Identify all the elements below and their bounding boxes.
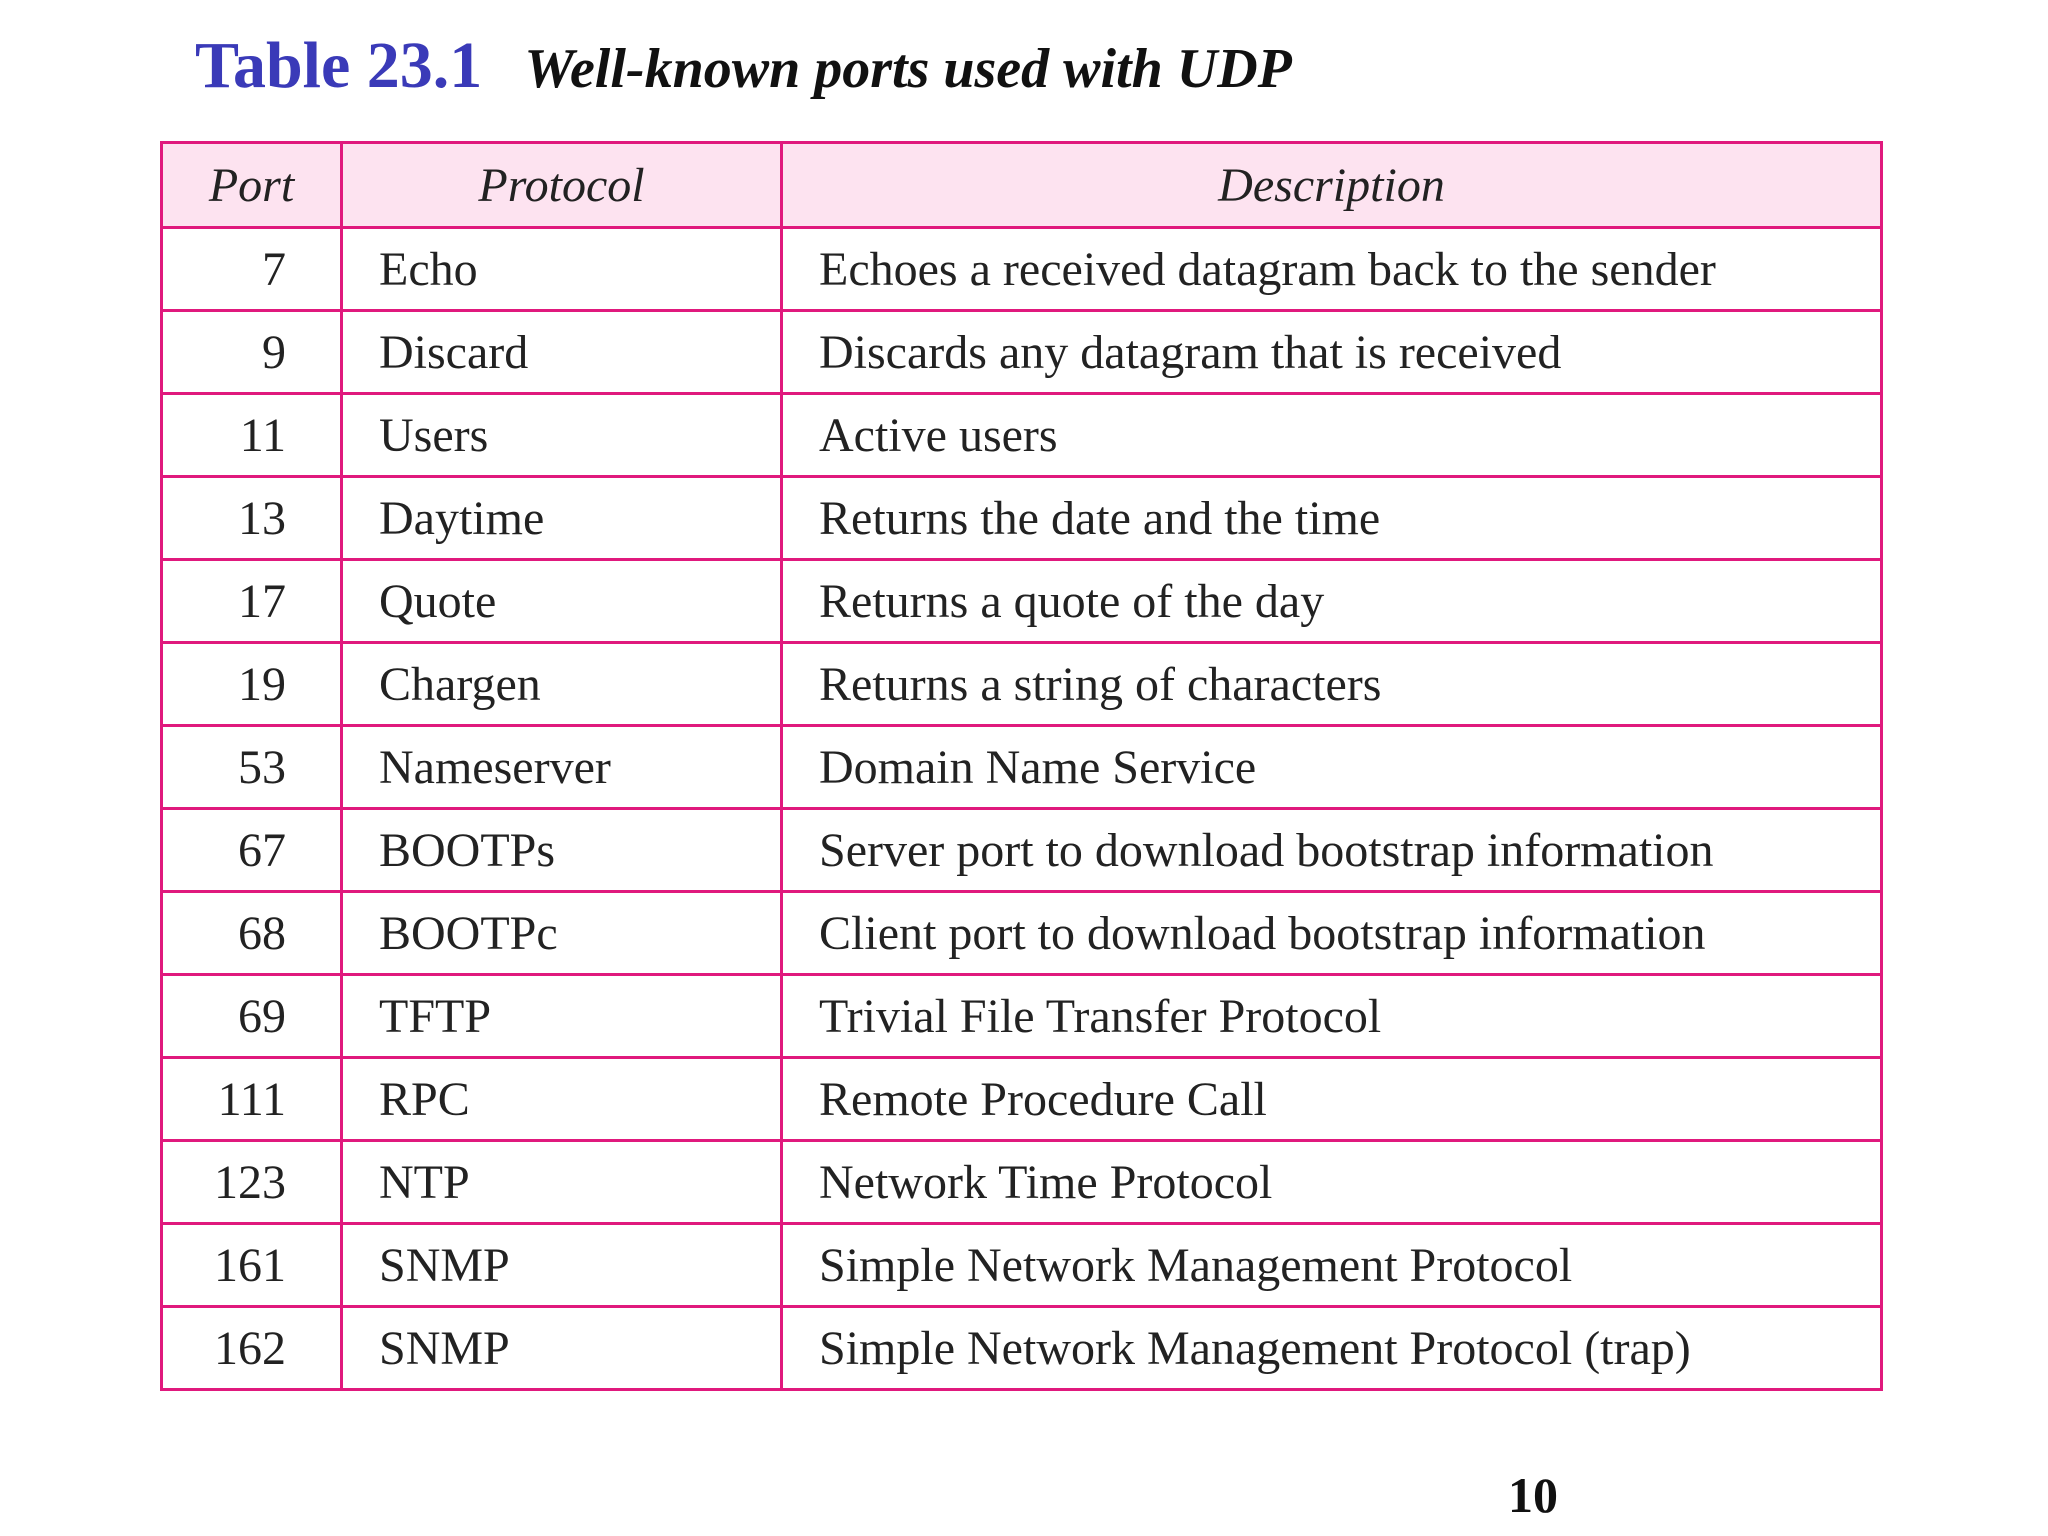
port-cell: 111 [162,1058,342,1141]
ports-table [160,141,1883,1391]
table-row [162,1224,1882,1307]
header-port: Port [162,143,342,228]
table-row [162,477,1882,560]
table-row [162,643,1882,726]
description-cell: Network Time Protocol [782,1141,1882,1224]
port-cell: 13 [162,477,342,560]
port-cell: 53 [162,726,342,809]
table-row [162,1141,1882,1224]
description-cell: Returns a string of characters [782,643,1882,726]
header-protocol: Protocol [342,143,782,228]
table-number: Table 23.1 [195,29,483,102]
port-cell: 11 [162,394,342,477]
page-number: 10 [1508,1467,1558,1523]
description-cell: Server port to download bootstrap information [782,809,1882,892]
table-title [195,28,1292,118]
description-cell: Simple Network Management Protocol [782,1224,1882,1307]
port-cell: 68 [162,892,342,975]
port-cell: 123 [162,1141,342,1224]
table-body [162,228,1882,1390]
protocol-cell: Users [342,394,782,477]
description-cell: Domain Name Service [782,726,1882,809]
table-row [162,1307,1882,1390]
description-cell: Client port to download bootstrap information [782,892,1882,975]
protocol-cell: BOOTPc [342,892,782,975]
table-row [162,560,1882,643]
header-description: Description [782,143,1882,228]
protocol-cell: Quote [342,560,782,643]
table-row [162,726,1882,809]
description-cell: Remote Procedure Call [782,1058,1882,1141]
port-cell: 17 [162,560,342,643]
table-row [162,228,1882,311]
protocol-cell: Nameserver [342,726,782,809]
protocol-cell: SNMP [342,1307,782,1390]
description-cell: Active users [782,394,1882,477]
protocol-cell: TFTP [342,975,782,1058]
description-cell: Trivial File Transfer Protocol [782,975,1882,1058]
table-header [162,143,1882,228]
port-cell: 7 [162,228,342,311]
table-row [162,975,1882,1058]
table-row [162,394,1882,477]
description-cell: Returns the date and the time [782,477,1882,560]
port-cell: 67 [162,809,342,892]
table-caption: Well-known ports used with UDP [524,38,1292,100]
protocol-cell: SNMP [342,1224,782,1307]
description-cell: Simple Network Management Protocol (trap) [782,1307,1882,1390]
header-row [162,143,1882,228]
table-row [162,311,1882,394]
table-row [162,1058,1882,1141]
description-cell: Echoes a received datagram back to the sender [782,228,1882,311]
port-cell: 9 [162,311,342,394]
description-cell: Discards any datagram that is received [782,311,1882,394]
description-cell: Returns a quote of the day [782,560,1882,643]
protocol-cell: Chargen [342,643,782,726]
protocol-cell: Daytime [342,477,782,560]
protocol-cell: Discard [342,311,782,394]
protocol-cell: RPC [342,1058,782,1141]
port-cell: 19 [162,643,342,726]
port-cell: 69 [162,975,342,1058]
table-row [162,892,1882,975]
protocol-cell: BOOTPs [342,809,782,892]
port-cell: 161 [162,1224,342,1307]
protocol-cell: NTP [342,1141,782,1224]
table-row [162,809,1882,892]
protocol-cell: Echo [342,228,782,311]
port-cell: 162 [162,1307,342,1390]
